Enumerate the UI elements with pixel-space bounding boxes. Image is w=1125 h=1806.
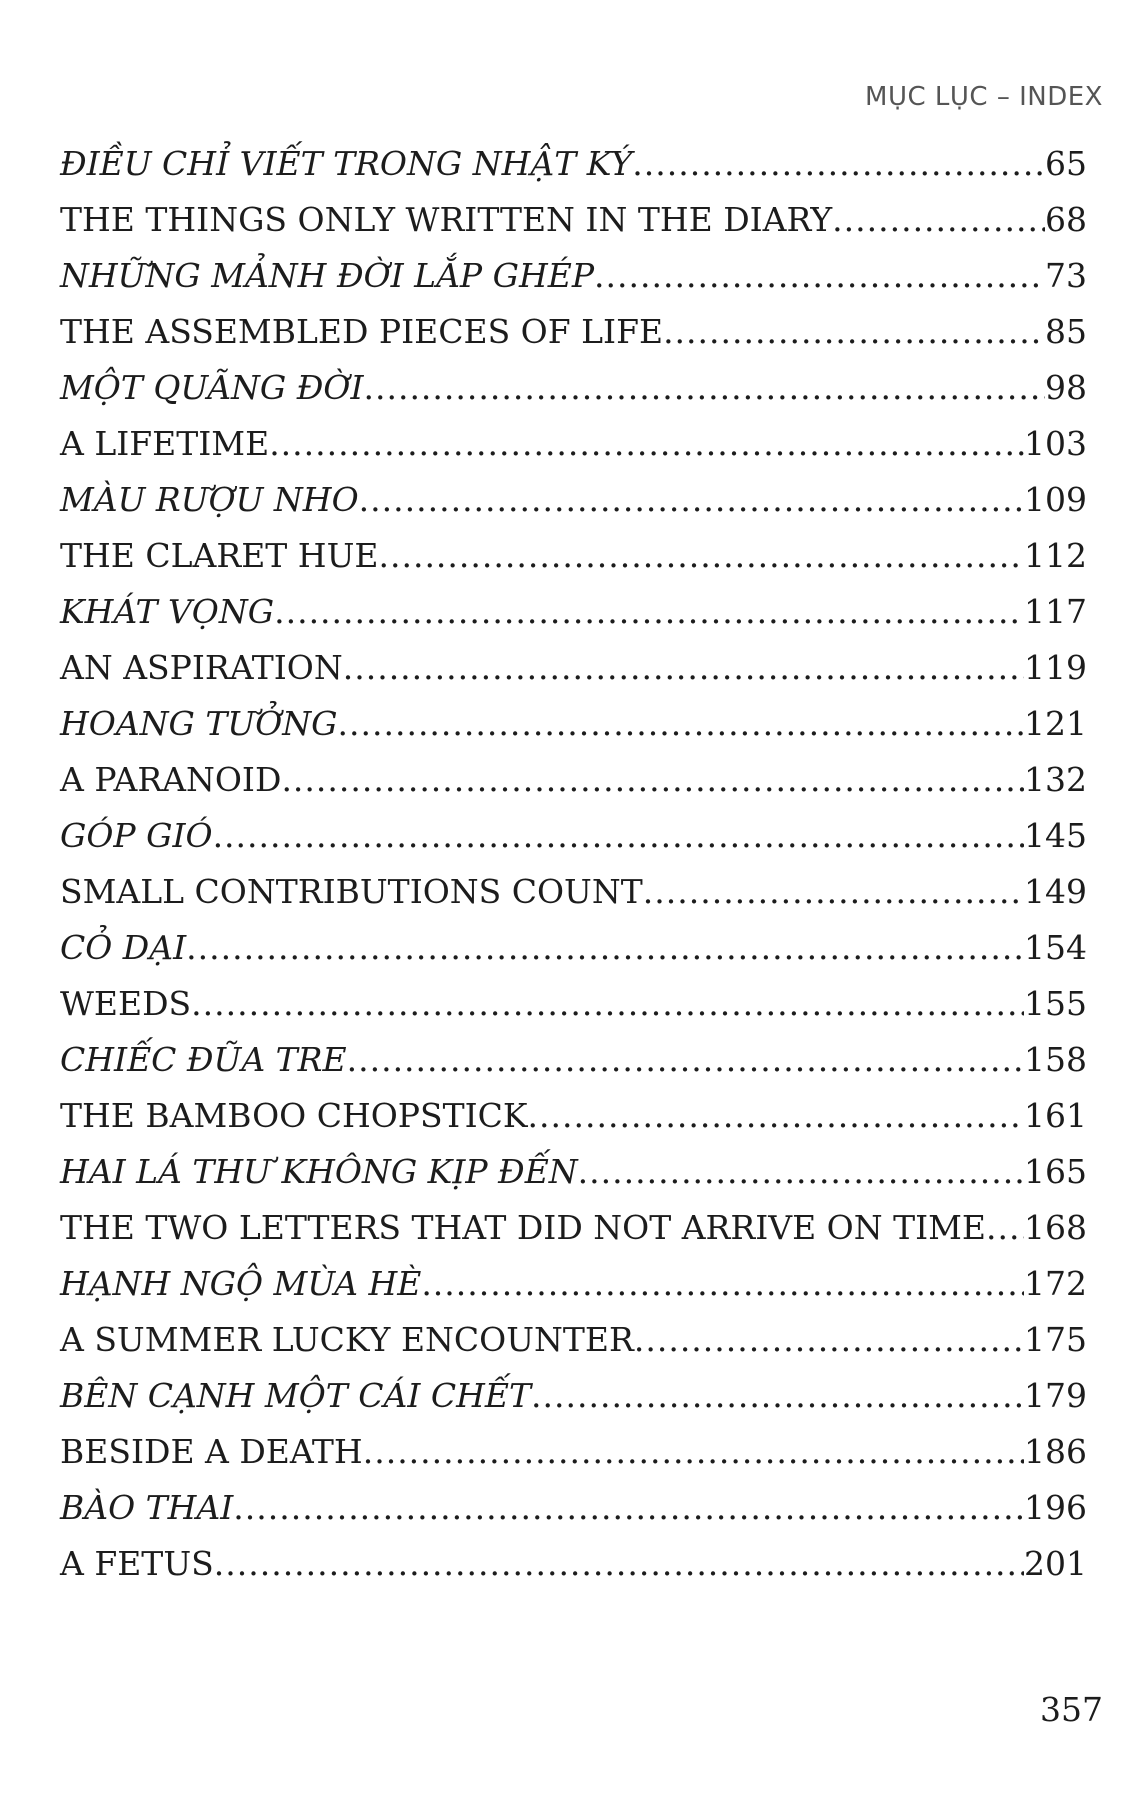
toc-entry	[60, 1200, 1087, 1256]
toc-entry-title: THE THINGS ONLY WRITTEN IN THE DIARY	[60, 200, 833, 239]
toc-entry	[60, 1144, 1087, 1200]
toc-entry-page: 68	[1045, 200, 1087, 239]
toc-entry-title: AN ASPIRATION	[60, 648, 343, 687]
toc-entry	[60, 864, 1087, 920]
dot-leader	[363, 1424, 1024, 1480]
dot-leader	[269, 416, 1024, 472]
toc-entry-title: CỎ DẠI	[60, 928, 187, 967]
toc-entry-title: THE BAMBOO CHOPSTICK	[60, 1096, 528, 1135]
toc-entry-title: A FETUS	[60, 1544, 214, 1583]
toc-entry-title: ĐIỀU CHỈ VIẾT TRONG NHẬT KÝ	[60, 144, 633, 183]
toc-entry	[60, 920, 1087, 976]
toc-entry-page: 145	[1024, 816, 1087, 855]
toc-entry-title: THE CLARET HUE	[60, 536, 379, 575]
toc-entry	[60, 1088, 1087, 1144]
dot-leader	[363, 360, 1045, 416]
toc-entry-title: BESIDE A DEATH	[60, 1432, 363, 1471]
toc-entry	[60, 584, 1087, 640]
toc-entry-page: 154	[1024, 928, 1087, 967]
toc-entry-page: 168	[1024, 1208, 1087, 1247]
toc-entry	[60, 808, 1087, 864]
dot-leader	[421, 1256, 1024, 1312]
toc-entry-page: 132	[1024, 760, 1087, 799]
dot-leader	[191, 976, 1024, 1032]
toc-entry-title: HẠNH NGỘ MÙA HÈ	[60, 1264, 422, 1303]
page-number: 357	[1040, 1690, 1103, 1729]
toc-entry	[60, 1536, 1087, 1592]
toc-entry-page: 65	[1045, 144, 1087, 183]
toc-entry	[60, 1424, 1087, 1480]
toc-entry	[60, 528, 1087, 584]
toc-entry-title: THE TWO LETTERS THAT DID NOT ARRIVE ON TIME	[60, 1208, 987, 1247]
dot-leader	[233, 1480, 1024, 1536]
toc-entry-title: THE ASSEMBLED PIECES OF LIFE	[60, 312, 664, 351]
dot-leader	[343, 640, 1024, 696]
dot-leader	[578, 1144, 1024, 1200]
toc-entry	[60, 976, 1087, 1032]
dot-leader	[213, 808, 1024, 864]
toc-entry	[60, 472, 1087, 528]
toc-entry-page: 172	[1024, 1264, 1087, 1303]
toc-entry-page: 73	[1045, 256, 1087, 295]
toc-entry-title: GÓP GIÓ	[60, 816, 213, 855]
toc-entry-page: 201	[1024, 1544, 1087, 1583]
toc-entry-page: 112	[1024, 536, 1087, 575]
toc-entry-title: A SUMMER LUCKY ENCOUNTER	[60, 1320, 634, 1359]
dot-leader	[643, 864, 1024, 920]
toc-entry-title: NHỮNG MẢNH ĐỜI LẮP GHÉP	[60, 256, 595, 295]
toc-entry	[60, 136, 1087, 192]
toc-entry	[60, 416, 1087, 472]
dot-leader	[186, 920, 1024, 976]
toc-entry	[60, 640, 1087, 696]
toc-entry-title: A LIFETIME	[60, 424, 270, 463]
toc-entry-page: 165	[1024, 1152, 1087, 1191]
dot-leader	[531, 1368, 1024, 1424]
toc-entry-title: KHÁT VỌNG	[60, 592, 275, 631]
toc-entry-title: SMALL CONTRIBUTIONS COUNT	[60, 872, 643, 911]
toc-entry-page: 158	[1024, 1040, 1087, 1079]
toc-entry-title: BÊN CẠNH MỘT CÁI CHẾT	[60, 1376, 532, 1415]
toc-entry	[60, 360, 1087, 416]
toc-entry	[60, 752, 1087, 808]
toc-entry	[60, 1032, 1087, 1088]
dot-leader	[986, 1200, 1024, 1256]
toc-entry-title: WEEDS	[60, 984, 192, 1023]
dot-leader	[359, 472, 1024, 528]
toc-entry-page: 117	[1024, 592, 1087, 631]
toc-entry-page: 155	[1024, 984, 1087, 1023]
toc-entry-page: 175	[1024, 1320, 1087, 1359]
toc-entry-page: 121	[1024, 704, 1087, 743]
dot-leader	[528, 1088, 1024, 1144]
toc-entry-title: MÀU RƯỢU NHO	[60, 480, 359, 519]
toc-entry-page: 119	[1024, 648, 1087, 687]
toc-entry-title: HAI LÁ THƯ KHÔNG KỊP ĐẾN	[60, 1152, 578, 1191]
dot-leader	[338, 696, 1024, 752]
dot-leader	[281, 752, 1024, 808]
dot-leader	[347, 1032, 1024, 1088]
table-of-contents	[60, 136, 1087, 1592]
toc-entry-title: HOANG TƯỞNG	[60, 704, 338, 743]
toc-entry-title: BÀO THAI	[60, 1488, 234, 1527]
toc-entry-page: 109	[1024, 480, 1087, 519]
toc-entry-page: 149	[1024, 872, 1087, 911]
dot-leader	[832, 192, 1045, 248]
toc-entry	[60, 248, 1087, 304]
running-header: MỤC LỤC – INDEX	[865, 82, 1103, 112]
toc-entry	[60, 1312, 1087, 1368]
dot-leader	[634, 1312, 1024, 1368]
dot-leader	[663, 304, 1045, 360]
toc-entry-page: 161	[1024, 1096, 1087, 1135]
dot-leader	[594, 248, 1045, 304]
dot-leader	[274, 584, 1024, 640]
toc-entry	[60, 1480, 1087, 1536]
toc-entry-title: MỘT QUÃNG ĐỜI	[60, 368, 364, 407]
toc-entry	[60, 304, 1087, 360]
toc-entry	[60, 696, 1087, 752]
dot-leader	[378, 528, 1024, 584]
toc-entry-title: CHIẾC ĐŨA TRE	[60, 1040, 347, 1079]
dot-leader	[632, 136, 1045, 192]
toc-entry-page: 186	[1024, 1432, 1087, 1471]
dot-leader	[214, 1536, 1024, 1592]
toc-entry	[60, 1368, 1087, 1424]
toc-entry-page: 179	[1024, 1376, 1087, 1415]
toc-entry-page: 196	[1024, 1488, 1087, 1527]
toc-entry-page: 98	[1045, 368, 1087, 407]
toc-entry-page: 103	[1024, 424, 1087, 463]
toc-entry	[60, 1256, 1087, 1312]
toc-entry-page: 85	[1045, 312, 1087, 351]
toc-entry-title: A PARANOID	[60, 760, 282, 799]
toc-entry	[60, 192, 1087, 248]
